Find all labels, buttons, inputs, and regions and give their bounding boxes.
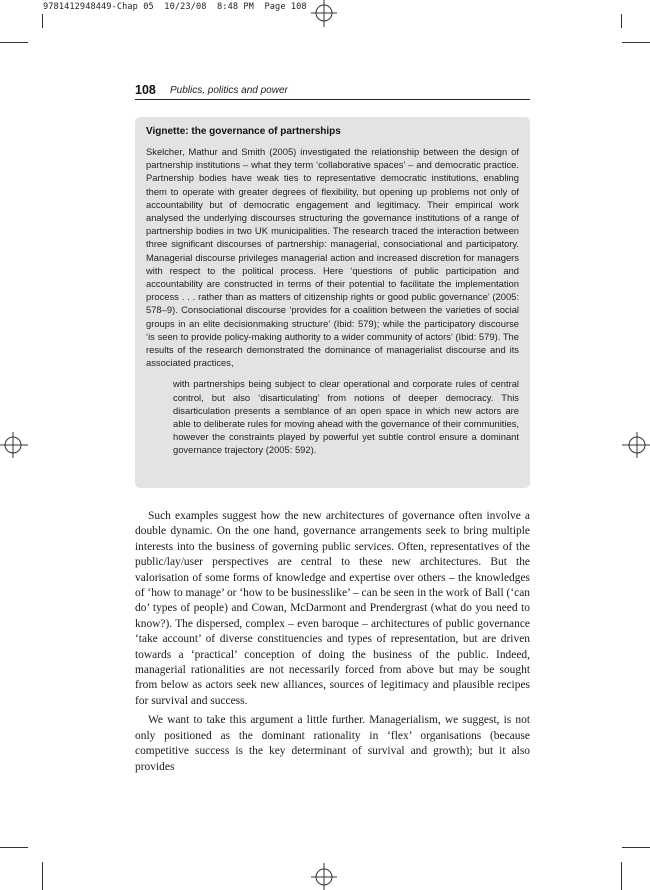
body-paragraph-2: We want to take this argument a little further. Managerialism, we suggest, is not only positioned as the dominant rationality in ‘flex’ organisations (because competitive success is the key determinant of survival and growth); but it also provides xyxy=(135,714,530,773)
crop-mark-top-right-horizontal xyxy=(622,42,650,43)
crop-mark-bottom-left-horizontal xyxy=(0,847,28,848)
vignette-block-quote: with partnerships being subject to clear operational and corporate rules of central control, but also ‘disarticulating’ from notions of deeper democracy. This disarticulation presents a semblance of an open space in which new actors are able to deliberate rules for moving ahead with the governance of their communities, however the constraints played by powerful yet subtle control ensure a dominant governance trajectory (2005: 592). xyxy=(173,378,519,456)
body-paragraph-1: Such examples suggest how the new architectures of governance often involve a double dynamic. On the one hand, governance arrangements seek to bring multiple interests into the business of governing public services. Often, representatives of the public/lay/user perspectives are central to these new architectures. But the valorisation of some forms of knowledge and expertise over others – the knowledges of ‘how to manage’ or ‘how to be businesslike’ – can be seen in the work of Ball (‘can do’ types of people) and Cowan, McDarmont and Prendergrast (what do you need to know?). The dispersed, complex – even baroque – architectures of public governance ‘take account’ of diverse constituencies and types of representation, but are driven towards a ‘practical’ conception of doing the business of the public. Indeed, managerial rationalities are not necessarily forced from above but may be sought from below as actors seek new alliances, sources of legitimacy and plausible recipes for survival and success. xyxy=(135,510,530,707)
printer-slug: 9781412948449-Chap 05 10/23/08 8:48 PM Page 108 xyxy=(43,2,307,12)
registration-mark-top xyxy=(309,0,339,30)
crop-mark-bottom-right-vertical xyxy=(621,862,622,890)
crop-mark-bottom-left-vertical xyxy=(42,862,43,890)
crop-mark-bottom-right-horizontal xyxy=(622,847,650,848)
registration-mark-right xyxy=(620,430,650,460)
registration-mark-bottom xyxy=(309,860,339,890)
crop-mark-top-left-vertical xyxy=(42,14,43,28)
crop-mark-top-left-horizontal xyxy=(0,42,28,43)
registration-mark-left xyxy=(0,430,30,460)
running-head-title: Publics, politics and power xyxy=(170,85,288,96)
main-text xyxy=(135,509,530,775)
vignette-title: Vignette: the governance of partnerships xyxy=(146,126,341,137)
page-number: 108 xyxy=(135,83,156,97)
vignette-box xyxy=(135,117,530,488)
running-head xyxy=(135,82,530,100)
vignette-body: Skelcher, Mathur and Smith (2005) investigated the relationship between the design of partnership institutions – what they term ‘collaborative spaces’ – and democratic practice. Partnership bodies have weak ties to representative democratic institutions, enabling them to operate with greater degrees of flexibility, but opening up problems not only of accountability but of democratic engagement and legitimacy. Their empirical work analysed the underlying discourses structuring the governance institutions of a range of partnership bodies in two UK municipalities. The research traced the interaction between three significant discourses of partnership: managerial, consociational and participatory. Managerial discourse privileges managerial action and increased discretion for managers with respect to the political process. Here ‘questions of public participation and accountability are constructed in terms of their potential to facilitate the implementation process . . . rather than as matters of citizenship rights or good public governance’ (2005: 578–9). Consociational discourse ‘provides for a coalition between the varieties of social groups in an elite decisionmaking structure’ (Ibid: 579); while the participatory discourse ‘is seen to provide policy-making authority to a wider community of actors’ (Ibid: 579). The results of the research demonstrated the dominance of managerialist discourse and its associated practices, xyxy=(146,146,519,369)
crop-mark-top-right-vertical xyxy=(621,14,622,28)
